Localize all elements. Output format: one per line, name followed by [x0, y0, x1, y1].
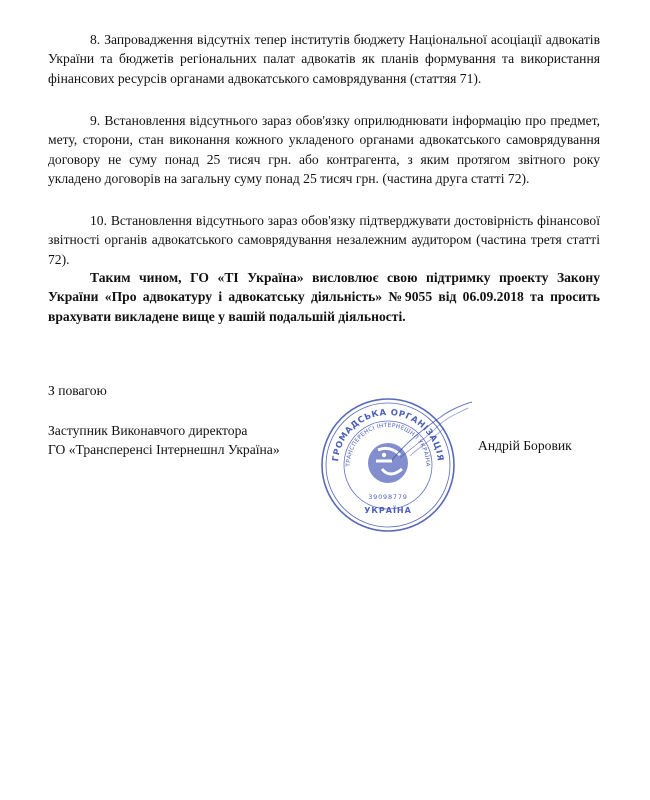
paragraph-item-8: 8. Запровадження відсутніх тепер інститутів бюджету Національної асоціації адвокатів України та бюджетів регіональних палат адвокатів як планів формування та використання фінансових ресурсів органами адвокатського самоврядування (статтяя 71).	[48, 32, 600, 86]
stamp-bottom-text: УКРАЇНА	[364, 506, 412, 515]
signatory-organization: ГО «Трансперенсі Інтернешнл Україна»	[48, 442, 280, 457]
paragraph-item-10: 10. Встановлення відсутнього зараз обов'язку підтверджувати достовірність фінансової звітності органів адвокатського самоврядування незалежним аудитором (частина третя статті 72).	[48, 213, 600, 267]
stamp-inner-text: ТРАНСПЕРЕНСІ ІНТЕРНЕШНЛ УКРАЇНА	[345, 422, 431, 467]
signatory-position: Заступник Виконавчого директора	[48, 423, 248, 438]
stamp-outer-text: ГРОМАДСЬКА ОРГАНІЗАЦІЯ	[331, 407, 445, 463]
conclusion-paragraph: Таким чином, ГО «ТІ Україна» висловлює свою підтримку проекту Закону України «Про адвокатуру і адвокатську діяльність» №9055 від 06.09.2018 та просить врахувати викладене вище у вашій подальшій діяльності.	[48, 270, 600, 324]
signatory-name: Андрій Боровик	[478, 438, 572, 453]
closing-greeting: З повагою	[48, 383, 107, 398]
paragraph-item-9: 9. Встановлення відсутнього зараз обов'язку оприлюднювати інформацію про предмет, мету, сторони, стан виконання кожного укладеного органами адвокатського самоврядування договору не суму понад 25 тисяч грн. або контрагента, з яким протягом звітного року укладено договорів на загальну суму понад 25 тисяч грн. (частина друга статті 72).	[48, 113, 600, 187]
stamp-code: 39098779	[368, 493, 408, 501]
handwritten-signature	[380, 398, 480, 478]
